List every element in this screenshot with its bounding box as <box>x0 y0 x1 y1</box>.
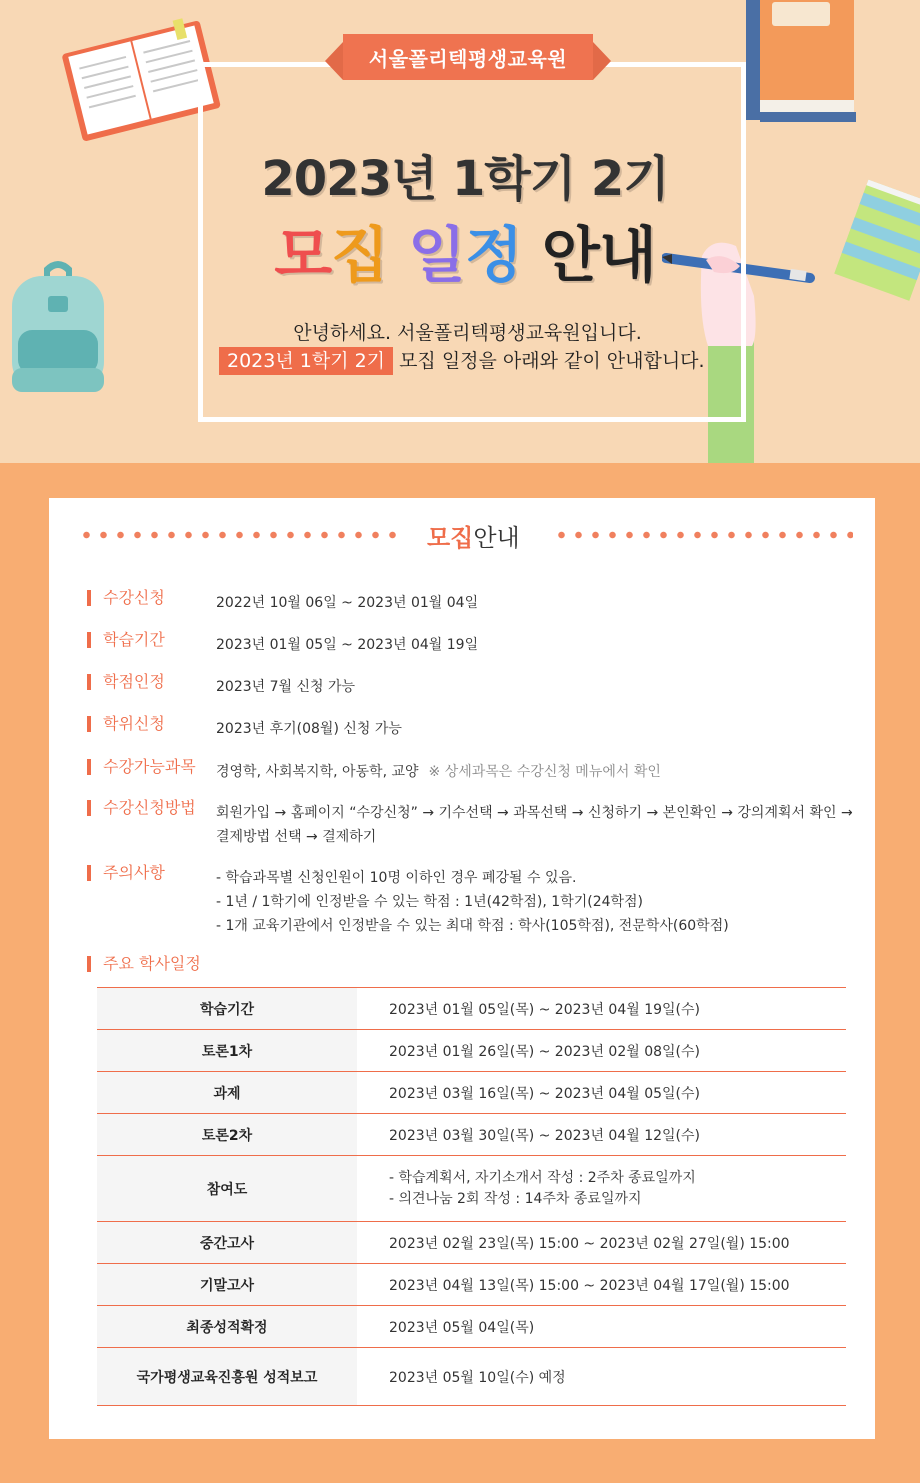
info-label: 수강신청방법 <box>87 800 196 816</box>
info-label: 학점인정 <box>87 674 165 690</box>
table-value <box>357 1156 846 1222</box>
org-ribbon: 서울폴리텍평생교육원 <box>343 34 593 80</box>
dot-divider-right <box>553 531 853 539</box>
section-heading <box>49 516 875 552</box>
subtitle-part: 정 <box>465 221 522 291</box>
section-title-rest: 안내 <box>473 524 520 552</box>
table-value: 2023년 03월 30일(목) ~ 2023년 04월 12일(수) <box>357 1114 846 1156</box>
intro-highlight: 2023년 1학기 2기 <box>219 347 393 375</box>
info-value <box>216 760 661 784</box>
table-row <box>97 1030 846 1072</box>
info-value <box>216 801 853 849</box>
table-value: 2023년 03월 16일(목) ~ 2023년 04월 05일(수) <box>357 1072 846 1114</box>
hero-banner <box>0 0 920 463</box>
table-value: 2023년 01월 26일(목) ~ 2023년 02월 08일(수) <box>357 1030 846 1072</box>
table-value: 2023년 02월 23일(목) 15:00 ~ 2023년 02월 27일(월) 15:00 <box>357 1222 846 1264</box>
table-row <box>97 1306 846 1348</box>
dot-divider-left <box>78 531 406 539</box>
table-key: 국가평생교육진흥원 성적보고 <box>97 1348 357 1406</box>
caution-line: - 1년 / 1학기에 인정받을 수 있는 학점 : 1년(42학점), 1학기(24학점) <box>216 894 644 910</box>
table-value: 2023년 01월 05일(목) ~ 2023년 04월 19일(수) <box>357 988 846 1030</box>
method-line: 회원가입 → 홈페이지 “수강신청” → 기수선택 → 과목선택 → 신청하기 → 본인확인 → 강의계획서 확인 → <box>216 805 853 821</box>
table-row <box>97 1264 846 1306</box>
table-key: 과제 <box>97 1072 357 1114</box>
subtitle-part: 안내 <box>521 221 656 291</box>
table-key: 중간고사 <box>97 1222 357 1264</box>
info-value: 2022년 10월 06일 ~ 2023년 01월 04일 <box>216 595 479 611</box>
table-key: 학습기간 <box>97 988 357 1030</box>
subjects-text: 경영학, 사회복지학, 아동학, 교양 <box>216 764 419 780</box>
caution-line: - 학습과목별 신청인원이 10명 이하인 경우 폐강될 수 있음. <box>216 870 577 886</box>
table-value: 2023년 05월 04일(목) <box>357 1306 846 1348</box>
table-row <box>97 1114 846 1156</box>
info-label: 주의사항 <box>87 865 165 881</box>
intro-line-1: 안녕하세요. 서울폴리텍평생교육원입니다. <box>293 322 642 344</box>
subtitle-part: 집 <box>331 221 409 291</box>
participation-line: - 의견나눔 2회 작성 : 14주차 종료일까지 <box>389 1190 642 1207</box>
subjects-note: ※ 상세과목은 수강신청 메뉴에서 확인 <box>428 764 661 780</box>
info-label: 학습기간 <box>87 632 165 648</box>
schedule-label: 주요 학사일정 <box>87 956 201 972</box>
info-value <box>216 866 729 938</box>
table-value: 2023년 05월 10일(수) 예정 <box>357 1348 846 1406</box>
table-row <box>97 1348 846 1406</box>
table-key: 토론2차 <box>97 1114 357 1156</box>
table-key: 참여도 <box>97 1156 357 1222</box>
table-row <box>97 988 846 1030</box>
table-key: 토론1차 <box>97 1030 357 1072</box>
table-key: 기말고사 <box>97 1264 357 1306</box>
info-label: 수강가능과목 <box>87 759 196 775</box>
table-row <box>97 1156 846 1222</box>
table-value: 2023년 04월 13일(목) 15:00 ~ 2023년 04월 17일(월) 15:00 <box>357 1264 846 1306</box>
section-title-accent: 모집 <box>427 524 474 552</box>
subtitle-part: 일 <box>408 221 465 291</box>
intro-line-2 <box>219 346 705 373</box>
intro-rest: 모집 일정을 아래와 같이 안내합니다. <box>393 350 705 372</box>
method-line: 결제방법 선택 → 결제하기 <box>216 829 377 845</box>
table-row <box>97 1072 846 1114</box>
section-title <box>427 518 520 553</box>
table-row <box>97 1222 846 1264</box>
info-label: 수강신청 <box>87 590 165 606</box>
participation-line: - 학습계획서, 자기소개서 작성 : 2주차 종료일까지 <box>389 1169 696 1186</box>
table-key: 최종성적확정 <box>97 1306 357 1348</box>
orange-book-icon <box>738 0 858 125</box>
content-card <box>49 498 875 1439</box>
info-value: 2023년 01월 05일 ~ 2023년 04월 19일 <box>216 637 479 653</box>
caution-line: - 1개 교육기관에서 인정받을 수 있는 최대 학점 : 학사(105학점), 전문학사(60학점) <box>216 918 729 934</box>
page-subtitle <box>0 208 920 294</box>
page-title: 2023년 1학기 2기 <box>261 151 669 207</box>
subtitle-part: 모 <box>274 221 332 291</box>
info-value: 2023년 후기(08월) 신청 가능 <box>216 721 402 737</box>
info-value: 2023년 7월 신청 가능 <box>216 679 356 695</box>
schedule-table <box>97 987 846 1406</box>
info-label: 학위신청 <box>87 716 165 732</box>
